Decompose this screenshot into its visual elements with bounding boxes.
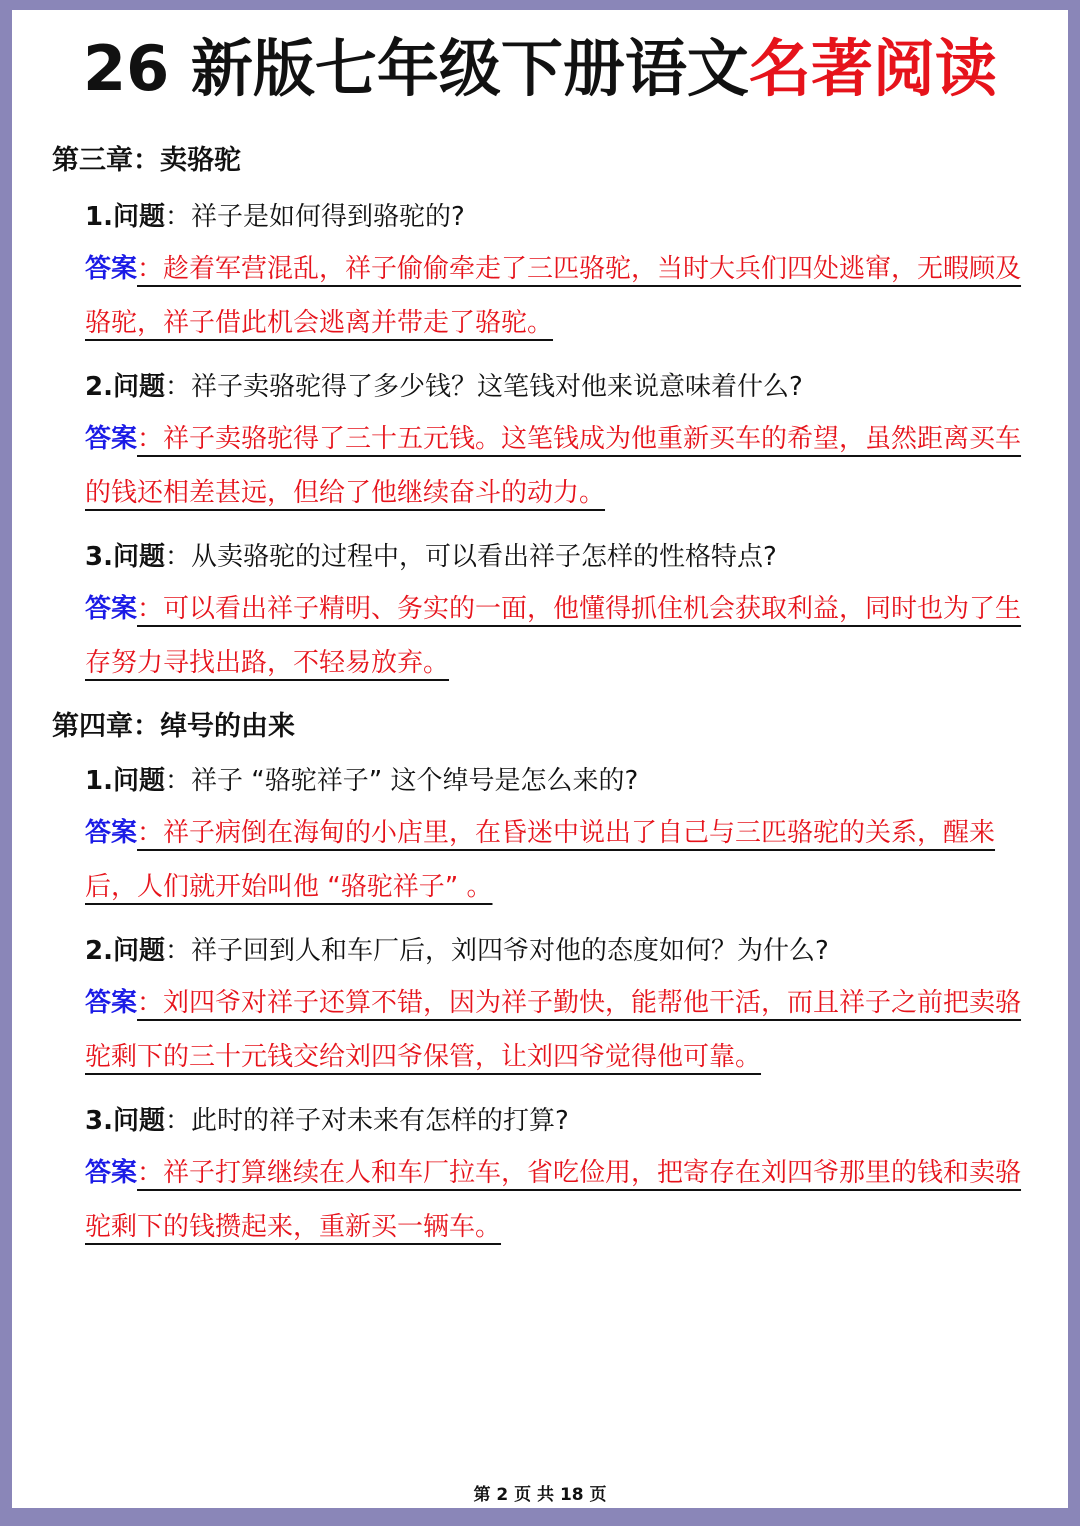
answer	[85, 242, 1029, 350]
question-number: 3.问题	[85, 542, 165, 572]
answer-text: ：祥子病倒在海甸的小店里，在昏迷中说出了自己与三匹骆驼的关系，醒来后，人们就开始叫他 “骆驼祥子” 。	[85, 818, 996, 902]
chapter-heading: 第四章：绰号的由来	[52, 711, 295, 742]
question-number: 1.问题	[85, 202, 165, 232]
question	[85, 760, 638, 797]
answer-text: ：趁着军营混乱，祥子偷偷牵走了三匹骆驼，当时大兵们四处逃窜，无暇顾及骆驼，祥子借此机会逃离并带走了骆驼。	[85, 254, 1022, 338]
chapter-heading: 第三章：卖骆驼	[52, 145, 241, 176]
answer	[85, 976, 1029, 1084]
answer	[85, 1146, 1029, 1254]
question-text: ：从卖骆驼的过程中，可以看出祥子怎样的性格特点?	[164, 542, 777, 572]
question	[85, 1100, 569, 1137]
question-text: ：祥子是如何得到骆驼的?	[164, 202, 465, 232]
question	[85, 536, 777, 573]
answer	[85, 412, 1029, 520]
question-text: ：祥子卖骆驼得了多少钱？这笔钱对他来说意味着什么?	[164, 372, 803, 402]
page-number: 第 2 页 共 18 页	[473, 1485, 607, 1505]
question-number: 3.问题	[85, 1106, 165, 1136]
answer-label: 答案	[85, 254, 138, 284]
answer	[85, 582, 1029, 690]
answer-text: ：刘四爷对祥子还算不错，因为祥子勤快，能帮他干活，而且祥子之前把卖骆驼剩下的三十元钱交给刘四爷保管，让刘四爷觉得他可靠。	[85, 988, 1022, 1072]
answer-label: 答案	[85, 594, 138, 624]
answer-label: 答案	[85, 424, 138, 454]
title-main: 26 新版七年级下册语文	[83, 32, 749, 105]
answer-text: ：祥子卖骆驼得了三十五元钱。这笔钱成为他重新买车的希望，虽然距离买车的钱还相差甚远，但给了他继续奋斗的动力。	[85, 424, 1022, 508]
answer-label: 答案	[85, 818, 138, 848]
answer	[85, 806, 1029, 914]
page-title	[12, 32, 1068, 105]
question	[85, 196, 465, 233]
question-text: ：此时的祥子对未来有怎样的打算?	[164, 1106, 569, 1136]
question-number: 2.问题	[85, 372, 165, 402]
answer-label: 答案	[85, 988, 138, 1018]
question-number: 2.问题	[85, 936, 165, 966]
document-page	[12, 10, 1068, 1508]
question	[85, 930, 829, 967]
answer-label: 答案	[85, 1158, 138, 1188]
question-text: ：祥子 “骆驼祥子” 这个绰号是怎么来的?	[164, 766, 639, 796]
answer-text: ：祥子打算继续在人和车厂拉车，省吃俭用，把寄存在刘四爷那里的钱和卖骆驼剩下的钱攒起来，重新买一辆车。	[85, 1158, 1022, 1242]
title-highlight: 名著阅读	[748, 32, 997, 105]
question-number: 1.问题	[85, 766, 165, 796]
question-text: ：祥子回到人和车厂后，刘四爷对他的态度如何？为什么?	[164, 936, 829, 966]
answer-text: ：可以看出祥子精明、务实的一面，他懂得抓住机会获取利益，同时也为了生存努力寻找出路，不轻易放弃。	[85, 594, 1022, 678]
question	[85, 366, 803, 403]
